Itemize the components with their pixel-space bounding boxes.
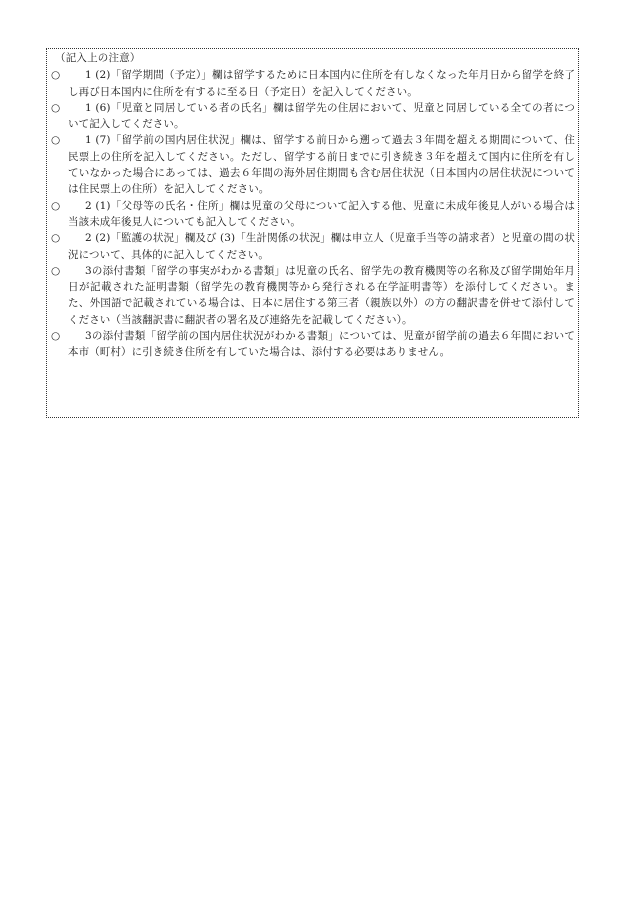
note-item-5 bbox=[51, 230, 575, 263]
note-item-4 bbox=[51, 198, 575, 231]
note-text: 3の添付書類「留学の事実がわかる書類」は児童の氏名、留学先の教育機関等の名称及び留学開始年月日が記載された証明書類（留学先の教育機関等から発行される在学証明書等）を添付してください。また、外国語で記載されている場合は、日本に居住する第三者（親族以外）の方の翻訳書を併せて添付してください（当該翻訳書に翻訳者の署名及び連絡先を記載してください）。 bbox=[68, 264, 575, 326]
note-text: 3の添付書類「留学前の国内居住状況がわかる書類」については、児童が留学前の過去６年間において本市（町村）に引き続き住所を有していた場合は、添付する必要はありません。 bbox=[68, 330, 575, 359]
notes-heading: （記入上の注意） bbox=[55, 52, 141, 64]
note-item-3 bbox=[51, 132, 575, 197]
note-item-7 bbox=[51, 328, 575, 361]
note-item-1 bbox=[51, 67, 575, 100]
circle-marker-icon: ○ bbox=[51, 199, 61, 212]
circle-marker-icon: ○ bbox=[51, 264, 61, 277]
circle-marker-icon: ○ bbox=[51, 69, 61, 82]
circle-marker-icon: ○ bbox=[51, 330, 61, 343]
note-text: 1 (6)「児童と同居している者の氏名」欄は留学先の住居において、児童と同居している全ての者について記入してください。 bbox=[68, 101, 575, 131]
notes-box bbox=[46, 48, 579, 418]
circle-marker-icon: ○ bbox=[51, 101, 61, 114]
circle-marker-icon: ○ bbox=[51, 232, 61, 245]
note-text: 1 (7)「留学前の国内居住状況」欄は、留学する前日から遡って過去３年間を超える期間について、住民票上の住所を記入してください。ただし、留学する前日までに引き続き３年を超えて国内に住所を有していなかった場合にあっては、過去６年間の海外居住期間も含む居住状況（日本国内の居住状況については住民票上の住所）を記入してください。 bbox=[68, 134, 575, 196]
note-item-6 bbox=[51, 263, 575, 328]
circle-marker-icon: ○ bbox=[51, 134, 61, 147]
note-text: 2 (2)「監護の状況」欄及び (3)「生計関係の状況」欄は申立人（児童手当等の請求者）と児童の間の状況について、具体的に記入してください。 bbox=[68, 232, 575, 261]
note-text: 2 (1)「父母等の氏名・住所」欄は児童の父母について記入する他、児童に未成年後見人がいる場合は当該未成年後見人についても記入してください。 bbox=[68, 199, 575, 228]
note-item-2 bbox=[51, 100, 575, 133]
note-text: 1 (2)「留学期間（予定）」欄は留学するために日本国内に住所を有しなくなった年月日から留学を終了し再び日本国内に住所を有するに至る日（予定日）を記入してください。 bbox=[68, 69, 575, 98]
